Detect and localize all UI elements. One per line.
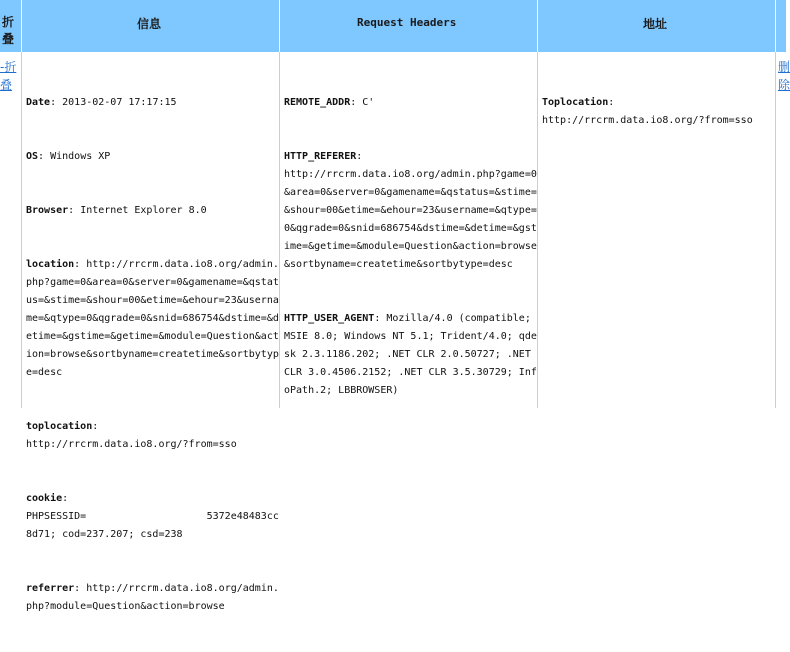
info-os: OS: Windows XP [26,151,111,162]
header-fold-label: 折叠 [2,15,15,46]
addr-toplocation: Toplocation: http://rrcrm.data.io8.org/?from=sso [542,97,753,126]
header-fold [0,0,22,52]
table-header [0,0,786,52]
req-http-referer: HTTP_REFERER: http://rrcrm.data.io8.org/admin.php?game=0&area=0&server=0&gamename=&qstatus=&stime=&shour=00&etime=&ehour=23&username=&qtype=0&qgrade=0&snid=686754&dstime=&detime=&gstime=&getime=&module=Question&action=browse&sortbyname=createtime&sortbytype=desc [284,151,537,270]
header-action [776,0,786,52]
header-address [538,0,776,52]
info-cookie: cookie: PHPSESSID= 5372e48483cc8d71; cod=237.207; csd=238 [26,493,279,540]
header-info-label: 信息 [137,17,162,31]
header-info [22,0,280,52]
info-browser: Browser: Internet Explorer 8.0 [26,205,207,216]
header-request-label: Request Headers [357,16,457,29]
header-address-label: 地址 [643,17,668,31]
info-referrer: referrer: http://rrcrm.data.io8.org/admin.php?module=Question&action=browse [26,583,279,612]
request-headers-cell [280,52,538,408]
info-location: location: http://rrcrm.data.io8.org/admin.php?game=0&area=0&server=0&gamename=&qstatus=&stime=&shour=00&etime=&ehour=23&username=&qtype=0&qgrade=0&snid=686754&dstime=&detime=&gstime=&getime=&module=Question&action=browse&sortbyname=createtime&sortbytype=desc [26,259,279,378]
req-remote-addr: REMOTE_ADDR: C' [284,97,375,108]
info-cell [22,52,280,612]
request-text [280,52,537,436]
delete-link[interactable]: 删除 [778,60,790,92]
info-toplocation: toplocation: http://rrcrm.data.io8.org/?from=sso [26,421,237,450]
req-user-agent: HTTP_USER_AGENT: Mozilla/4.0 (compatible; MSIE 8.0; Windows NT 5.1; Trident/4.0; qdesk 2.3.1186.202; .NET CLR 2.0.50727; .NET CLR 3.0.4506.2152; .NET CLR 3.5.30729; InfoPath.2; LBBROWSER) [284,313,537,396]
fold-cell [0,52,22,408]
info-text [22,52,279,652]
address-cell [538,52,776,408]
fold-link[interactable]: -折叠 [0,60,17,92]
header-request-headers [280,0,538,52]
action-cell [776,52,790,408]
address-text [538,52,775,166]
info-date: Date: 2013-02-07 17:17:15 [26,97,177,108]
